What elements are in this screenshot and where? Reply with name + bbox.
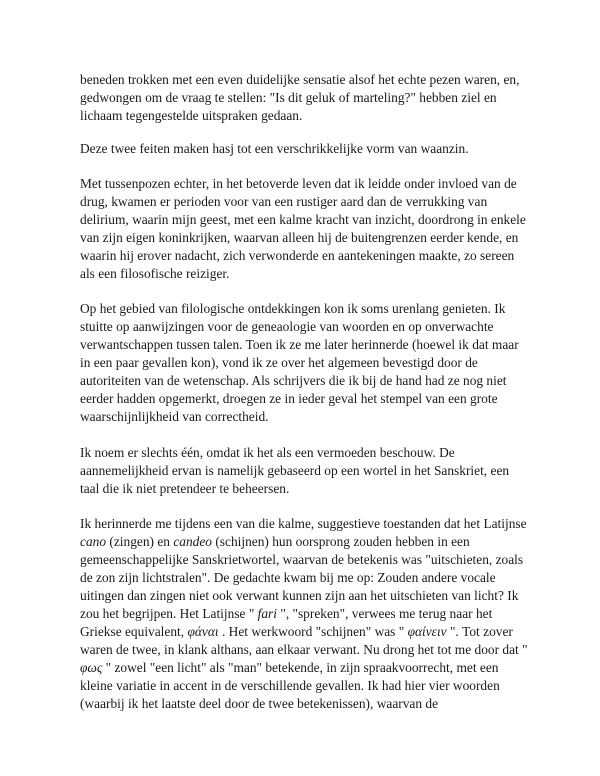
paragraph-4-text: Op het gebied van filologische ontdekkingen kon ik soms urenlang genieten. Ik stuitte op aanwijzingen voor de geneaologie van woorden en op onverwachte verwantschappen tussen talen. Toen ik ze me later herinnerde (hoewel ik dat maar in een paar gevallen kon), vond ik ze over het algemeen bevestigd door de autoriteiten van de wetenschap. Als schrijvers die ik bij de hand had ze nog niet eerder hadden opgemerkt, droegen ze in ieder geval het stempel van een grote waarschijnlijkheid van correctheid. [80, 301, 519, 424]
greek-word-phainein: φαίνειν [407, 624, 447, 639]
document-page [80, 71, 528, 729]
paragraph-4 [80, 300, 528, 426]
greek-word-phos: φως [80, 660, 103, 675]
paragraph-2-text: Deze twee feiten maken hasj tot een verschrikkelijke vorm van waanzin. [80, 141, 469, 156]
latin-word-fari: fari [257, 606, 277, 621]
paragraph-6-text: ". Tot zover waren de twee, in klank althans, aan elkaar verwant. Nu drong het tot me door dat " [80, 624, 528, 657]
paragraph-6-text: (schijnen) hun oorsprong zouden hebben in een gemeenschappelijke Sanskrietwortel, waarvan de betekenis was "uitschieten, zoals de zon zijn lichtstralen". De gedachte kwam bij me op: Zouden andere vocale uitingen dan zingen niet ook verwant kunnen zijn aan het uitschieten van licht? Ik zou het begrijpen. Het Latijnse " [80, 534, 524, 621]
paragraph-1 [80, 71, 528, 125]
paragraph-6-text: (zingen) en [106, 534, 174, 549]
paragraph-6-text: Ik herinnerde me tijdens een van die kalme, suggestieve toestanden dat het Latijnse [80, 516, 527, 531]
paragraph-3 [80, 175, 528, 283]
latin-word-cano: cano [80, 534, 107, 549]
paragraph-6-text: " zowel "een licht" als "man" betekende, in zijn spraakvoorrecht, met een kleine variatie in accent in de verschillende gevallen. Ik had hier vier woorden (waarbij ik het laatste deel door de twee betekenissen), waarvan de [80, 660, 500, 711]
paragraph-3-text: Met tussenpozen echter, in het betoverde leven dat ik leidde onder invloed van de drug, kwamen er perioden voor van een rustiger aard dan de verrukking van delirium, waarin mijn geest, met een kalme kracht van inzicht, doordrong in enkele van zijn eigen koninkrijken, waarvan alleen hij de buitengrenzen eerder kende, en waarin hij erover nadacht, zich verwonderde en aantekeningen maakte, zo sereen als een filosofische reiziger. [80, 176, 526, 281]
paragraph-5 [80, 444, 528, 498]
latin-word-candeo: candeo [173, 534, 212, 549]
paragraph-2 [80, 140, 528, 158]
greek-word-fanai: φάναι [187, 624, 219, 639]
paragraph-6-text: . Het werkwoord "schijnen" was " [218, 624, 408, 639]
paragraph-5-text: Ik noem er slechts één, omdat ik het als een vermoeden beschouw. De aannemelijkheid ervan is namelijk gebaseerd op een wortel in het Sanskriet, een taal die ik niet pretendeer te beheersen. [80, 445, 510, 496]
paragraph-1-text: beneden trokken met een even duidelijke sensatie alsof het echte pezen waren, en, gedwongen om de vraag te stellen: "Is dit geluk of marteling?" hebben ziel en lichaam tegengestelde uitspraken gedaan. [80, 72, 520, 123]
paragraph-6-text: ", "spreken", verwees me terug naar het Griekse equivalent, [80, 606, 493, 639]
paragraph-6 [80, 515, 528, 713]
